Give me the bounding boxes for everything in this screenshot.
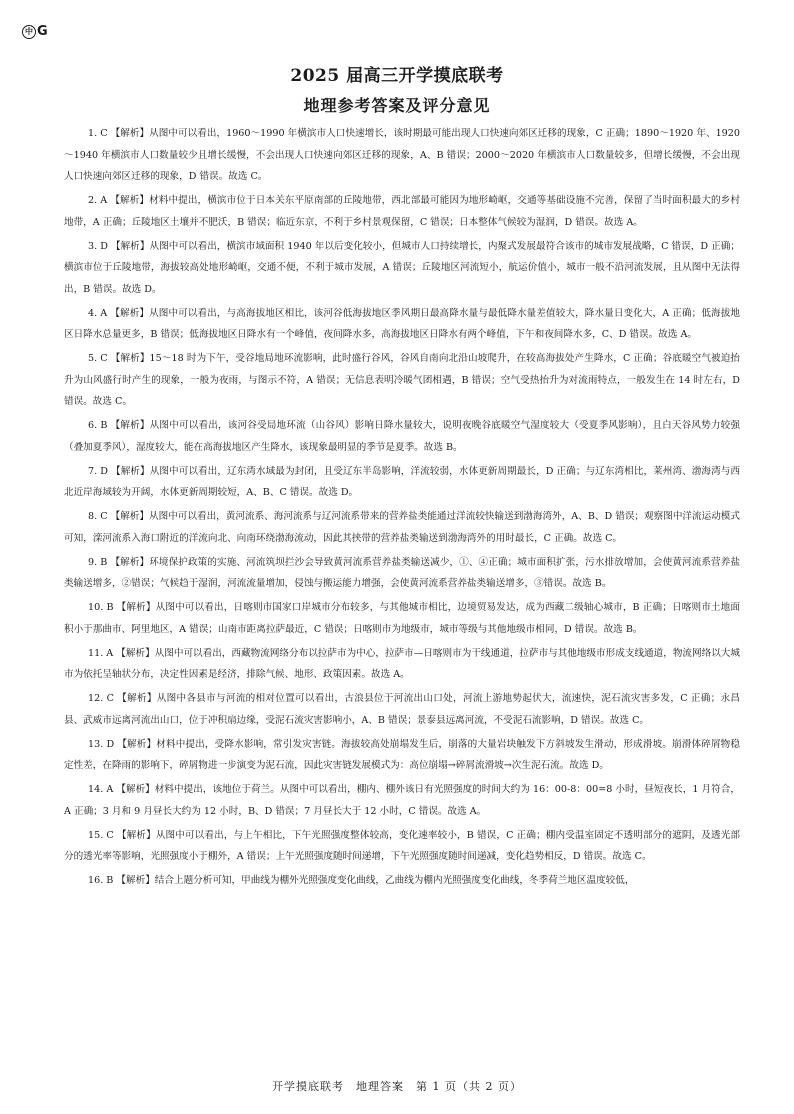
answer-list [64,123,740,894]
answer-item-1: 1. C 【解析】从图中可以看出，1960～1990 年横滨市人口快速增长，该时期最可能出现人口快速向郊区迁移的现象，C 正确；1890～1920 年、1920～1940 年横滨市人口数量较少且增长缓慢，不会出现人口快速向郊区迁移的现象，A、B 错误；2000～2020 年横滨市人口数量较多，但增长缓慢，不会出现人口快速向郊区迁移的现象，D 错误。故选 C。 [64,128,740,183]
answer-item-5: 5. C 【解析】15～18 时为下午，受谷地局地环流影响，此时盛行谷风，谷风自南向北沿山坡爬升，在较高海拔处产生降水，C 正确；谷底暖空气被迫抬升为山风盛行时产生的现象，一般为夜雨，与图示不符，A 错误；无信息表明冷暖气团相遇，B 错误；空气受热抬升为对流雨特点，一般发生在 14 时左右，D 错误。故选 C。 [64,353,740,408]
answer-item-11: 11. A 【解析】从图中可以看出，西藏物流网络分布以拉萨市为中心，拉萨市—日喀则市为干线通道，拉萨市与其他地级市形成支线通道，物流网络以大城市为依托呈轴状分布，决定性因素是经济，排除气候、地形、政策因素。故选 A。 [64,647,740,681]
logo-badge: 中 [22,25,36,39]
answer-item-14: 14. A 【解析】材料中提出，该地位于荷兰。从图中可以看出，棚内、棚外该日有光照强度的时间大约为 16：00-8：00=8 小时，昼短夜长，1 月符合，A 正确；3 月和 9 月昼长大约为 12 小时，B、D 错误；7 月昼长大于 12 小时，C 错误。故选 A。 [64,784,740,817]
publisher-logo [22,24,48,39]
answer-item-4: 4. A 【解析】从图中可以看出，与高海拔地区相比，该河谷低海拔地区季风期日最高降水量与最低降水量差值较大，降水量日变化大，A 正确；低海拔地区日降水总量更多，B 错误；低海拔地区日降水有一个峰值，夜间降水多，高海拔地区日降水有两个峰值，下午和夜间降水多，C、D 错误。故选 A。 [64,307,740,341]
answer-item-12: 12. C 【解析】从图中各县市与河流的相对位置可以看出，古浪县位于河流出山口处，河流上游地势起伏大，流速快，泥石流灾害多发，C 正确；永昌县、武威市远离河流出山口，位于冲积扇边缘，受泥石流灾害影响小，A、B 错误；景泰县远离河流，不受泥石流影响，D 错误。故选 C。 [64,693,740,726]
answer-item-8: 8. C 【解析】从图中可以看出，黄河流系、海河流系与辽河流系带来的营养盐类能通过洋流较快输送到渤海湾外，A、B、D 错误；观察图中洋流运动模式可知，滦河流系入海口附近的洋流向北、向南环绕渤海流动，因此其挟带的营养盐类输送到渤海湾外的用时最长，C 正确。故选 C。 [64,511,740,544]
answer-item-16: 16. B 【解析】结合上题分析可知，甲曲线为棚外光照强度变化曲线，乙曲线为棚内光照强度变化曲线，冬季荷兰地区温度较低， [88,875,635,887]
answer-item-3: 3. D 【解析】从图中可以看出，横滨市域面积 1940 年以后变化较小，但城市人口持续增长，内聚式发展最符合该市的城市发展战略，C 错误，D 正确；横滨市位于丘陵地带，海拔较高处地形崎岖，交通不便，不利于城市发展，A 错误；丘陵地区河流短小，航运价值小，城市一般不沿河流发展，且从图中无法得出，B 错误。故选 D。 [64,240,740,295]
logo-letter: G [37,24,48,39]
answer-item-2: 2. A 【解析】材料中提出，横滨市位于日本关东平原南部的丘陵地带，西北部最可能因为地形崎岖，交通等基础设施不完善，保留了当时面积最大的乡村地带，A 正确；丘陵地区土壤并不肥沃，B 错误；临近东京，不利于乡村景观保留，C 错误；日本整体气候较为湿润，D 错误。故选 A。 [64,195,740,228]
answer-item-15: 15. C 【解析】从图中可以看出，与上午相比，下午光照强度整体较高，变化速率较小，B 错误，C 正确；棚内受温室固定不透明部分的遮阴，及透光部分的透光率等影响，光照强度小于棚外，A 错误；上午光照强度随时间递增，下午光照强度随时间递减，变化趋势相反，D 错误。故选 C。 [64,829,740,863]
answer-key-subtitle: 地理参考答案及评分意见 [303,96,491,115]
answer-item-13: 13. D 【解析】材料中提出，受降水影响，常引发灾害链。海拔较高处崩塌发生后，崩落的大量岩块触发下方斜坡发生滑动，形成滑坡。崩滑体碎屑物稳定性差，在降雨的影响下，碎屑物进一步演变为泥石流，因此灾害链发展模式为：高位崩塌→碎屑流滑坡→次生泥石流。故选 D。 [64,738,740,772]
answer-item-10: 10. B 【解析】从图中可以看出，日喀则市国家口岸城市分布较多，与其他城市相比，边境贸易发达，成为西藏二级轴心城市，B 正确；日喀则市土地面积小于那曲市、阿里地区，A 错误；山南市距离拉萨最近，C 错误；日喀则市为地级市，城市等级与其他地级市相同，D 错误。故选 B。 [64,602,740,635]
answer-item-9: 9. B 【解析】环境保护政策的实施、河流筑坝拦沙会导致黄河流系营养盐类输送减少，①、④正确；城市面积扩张，污水排放增加，会使黄河流系营养盐类输送增多，②错误；气候趋于湿润，河流流量增加，侵蚀与搬运能力增强，会使黄河流系营养盐类输送增多，③错误。故选 B。 [64,556,740,590]
exam-title: 2025 届高三开学摸底联考 [290,66,504,86]
page-header [0,64,794,118]
page-footer: 开学摸底联考 地理答案 第 1 页（共 2 页） [272,1080,522,1093]
answer-item-6: 6. B 【解析】从图中可以看出，该河谷受局地环流（山谷风）影响日降水量较大，说明夜晚谷底暖空气湿度较大（受夏季风影响），且白天谷风势力较强（叠加夏季风），湿度较大，能在高海拔地区产生降水，该现象最明显的季节是夏季。故选 B。 [64,420,740,453]
answer-item-7: 7. D 【解析】从图中可以看出，辽东湾水域最为封闭，且受辽东半岛影响，洋流较弱，水体更新周期最长，D 正确；与辽东湾相比，莱州湾、渤海湾与西北近岸海域较为开阔，水体更新周期较短，A、B、C 错误。故选 D。 [64,465,740,499]
